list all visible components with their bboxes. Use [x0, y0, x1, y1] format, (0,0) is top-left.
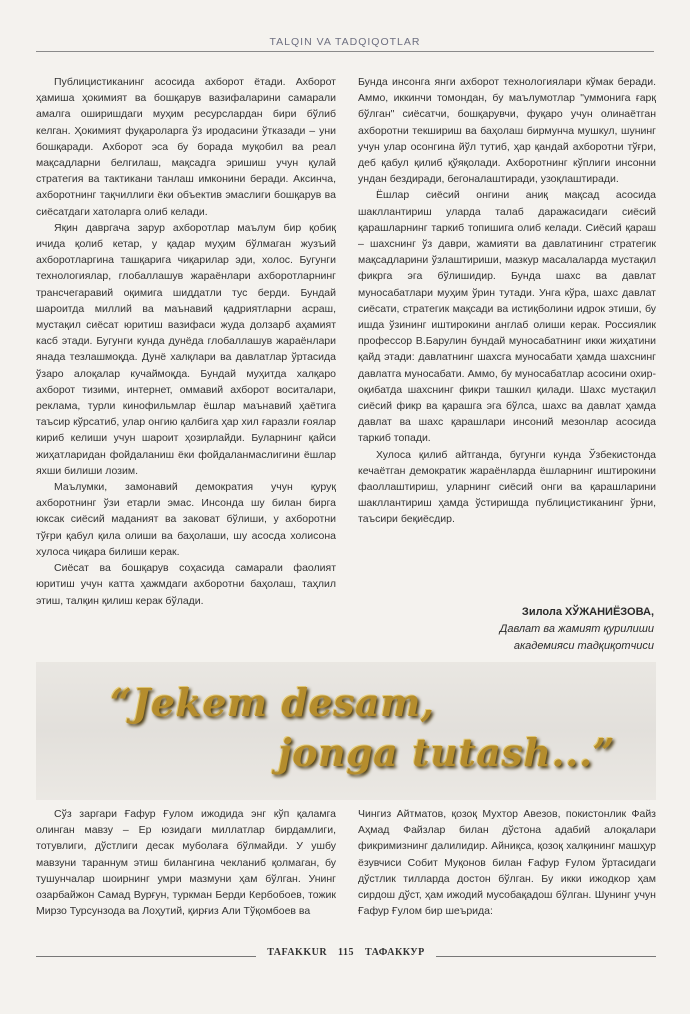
- author-role-line1: Давлат ва жамият қурилиши: [499, 623, 654, 635]
- author-role-line2: академияси тадқиқотчиси: [513, 640, 654, 652]
- footer-left-label: TAFAKKUR: [267, 947, 328, 958]
- paragraph: Ёшлар сиёсий онгини аниқ мақсад асосида шакллантириш уларда талаб даражасидаги сиёсий қарашларнинг таркиб топишига олиб келади. Сиёсий қараш – шахснинг ўз даври, жамияти ва давлатининг стратегик мақсадларини ўзлаштириши, мазкур масалаларда мустақил фикрга эга бўлишидир. Бунда шахс ва давлат муносабатлари муҳим ўрин тутади. Унга кўра, шахс давлат сиёсати, стратегик мақсади ва истиқболини идрок этиши, бу ишда ўзининг иштирокини англаб олиши керак. Россиялик профессор В.Барулин бундай муносабатнинг икки жиҳатини қайд этади: давлатнинг шахсга муносабати ҳамда шахснинг давлатга муносабати. Аммо, бу муносабатлар асосини охир-оқибатда шахснинг фикри ташкил қилади. Шахс мустақил сиёсий фикр ва қарашга эга бўлса, шахс ва давлат ҳамда давлат ва шахс қарашлари инсоний мезонлар асосида таркиб топади.: [358, 189, 656, 445]
- author-name: Зилола ХЎЖАНИЁЗОВА,: [521, 606, 654, 618]
- footer-right-label: ТАФАККУР: [365, 947, 425, 958]
- article2-title-line2: jonga tutash...”: [278, 730, 616, 775]
- paragraph: Чингиз Айтматов, қозоқ Мухтор Авезов, покистонлик Файз Аҳмад Файзлар билан дўстона адабий алоқалари фикримизнинг далилидир. Айниқса, қозоқ халқининг машҳур ёзувчиси Собит Муқонов билан Ғафур Ғулом ўртасидаги дўстлик тилларда достон бўлган. Бу икки ижодкор ҳам сирдош дўст, ҳам ижодий мусобақадош бўлган. Шунинг учун Ғафур Ғулом бир шеърида:: [358, 808, 656, 918]
- page-number: 115: [338, 947, 354, 958]
- article1-right-column: [358, 74, 656, 594]
- paragraph: Маълумки, замонавий демократия учун қуруқ ахборотнинг ўзи етарли эмас. Инсонда шу билан бирга юксак сиёсий маданият ва заковат бўлиши, у ахборотни тўғри қабул қила олиши ва баҳолаши, шу асосда холисона хулоса чиқара билиши керак.: [36, 481, 336, 558]
- footer-rule-right: [436, 956, 656, 957]
- article1-left-column: [36, 74, 336, 658]
- author-signature: [324, 604, 654, 655]
- paragraph: Бунда инсонга янги ахборот технологиялари кўмак беради. Аммо, иккинчи томондан, бу маълумотлар "уммонига ғарқ бўлган" сиёсатчи, бошқарувчи, фуқаро учун олинаётган ахборотни текшириш ва баҳолаш бирмунча мушкул, шунинг учун улар осонгина йўл тутиб, ҳар қандай ахборотни тўғри, деб қабул қилиб қўяқолади. Ахборотнинг кўплиги инсонни ундан бездиради, бегоналаштиради, узоқлаштиради.: [358, 76, 656, 186]
- running-header: TALQIN VA TADQIQOTLAR: [269, 36, 421, 48]
- paragraph: Сиёсат ва бошқарув соҳасида самарали фаолият юритиш учун катта ҳажмдаги ахборотни баҳолаш, таҳлил этиш, талқин қилиш керак бўлади.: [36, 562, 336, 607]
- article2-left-column: [36, 806, 336, 936]
- header-rule: [36, 51, 654, 52]
- article2-right-column: [358, 806, 656, 936]
- paragraph: Публицистиканинг асосида ахборот ётади. Ахборот ҳамиша ҳокимият ва бошқарув вазифаларини самарали амалга оширишдаги муҳим ресурслардан бири бўлиб келган. Ҳокимият фуқароларга ўз иродасини ўтказади – уни бошқаради. Ахборот эса бу борада муқобил ва реал мақсадларни белгилаш, мақсадга эришиш учун қулай стратегия ва тактикани танлаш имконини беради. Аксинча, ахборотнинг тақчиллиги ёки объектив эмаслиги бошқарув ва сиёсатдаги хатоларга олиб келади.: [36, 76, 336, 218]
- article2-title-line1: “Jekem desam,: [110, 680, 435, 725]
- paragraph: Сўз заргари Ғафур Ғулом ижодида энг кўп қаламга олинган мавзу – Ер юзидаги миллатлар бирдамлиги, тотувлиги, дўстлиги десак муболаға бўлмайди. У ушбу мавзуни тараннум этиш билангина чекланиб қолмаган, бу тушунчалар шоирнинг умри мазмуни ҳам бўлган. Унинг озарбайжон Самад Вурғун, туркман Берди Кербобоев, тожик Мирзо Турсунзода ва Лоҳутий, қирғиз Али Тўқомбоев ва: [36, 808, 336, 918]
- paragraph: Хулоса қилиб айтганда, бугунги кунда Ўзбекистонда кечаётган демократик жараёнларда ёшларнинг иштирокини фаоллаштириш, уларнинг сиёсий онги ва қарашларини шакллантириш ҳамда ўстиришда публицистиканинг ўрни, таъсири беқиёсдир.: [358, 448, 656, 526]
- footer-rule-left: [36, 956, 256, 957]
- page-footer: [256, 947, 436, 958]
- paragraph: Яқин давргача зарур ахборотлар маълум бир қобиқ ичида қолиб кетар, у қадар муҳим бўлмаган жузъий ахборотларгина ташқарига чиқарилар эди, холос. Бугунги технологиялар, глобаллашув жараёнлари ахборотларнинг трансчегаравий оқимига шиддатли тус берди. Бундай шароитда миллий ва маънавий қадриятларни асраш, мустақил сиёсат юритиш вазифаси жуда долзарб аҳамият касб этади. Бугунги кунда дунёда глобаллашув жараёнлари янада тезлашмоқда. Дунё халқлари ва давлатлар ўртасида ўзаро алоқалар кучаймоқда. Бундай муҳитда халқаро ахборот тизими, интернет, оммавий ахборот воситалари, реклама, турли кинофильмлар ёшлар маънавий ҳаётига таъсир кўрсатиб, улар онгию қалбига ҳар хил ғаразли ғоялар кириб келиши учун шароит ҳозирлайди. Буларнинг қайси жиҳатларидан фойдаланиш ёки фойдаланмаслигини ёшлар яхши билиши лозим.: [36, 221, 336, 477]
